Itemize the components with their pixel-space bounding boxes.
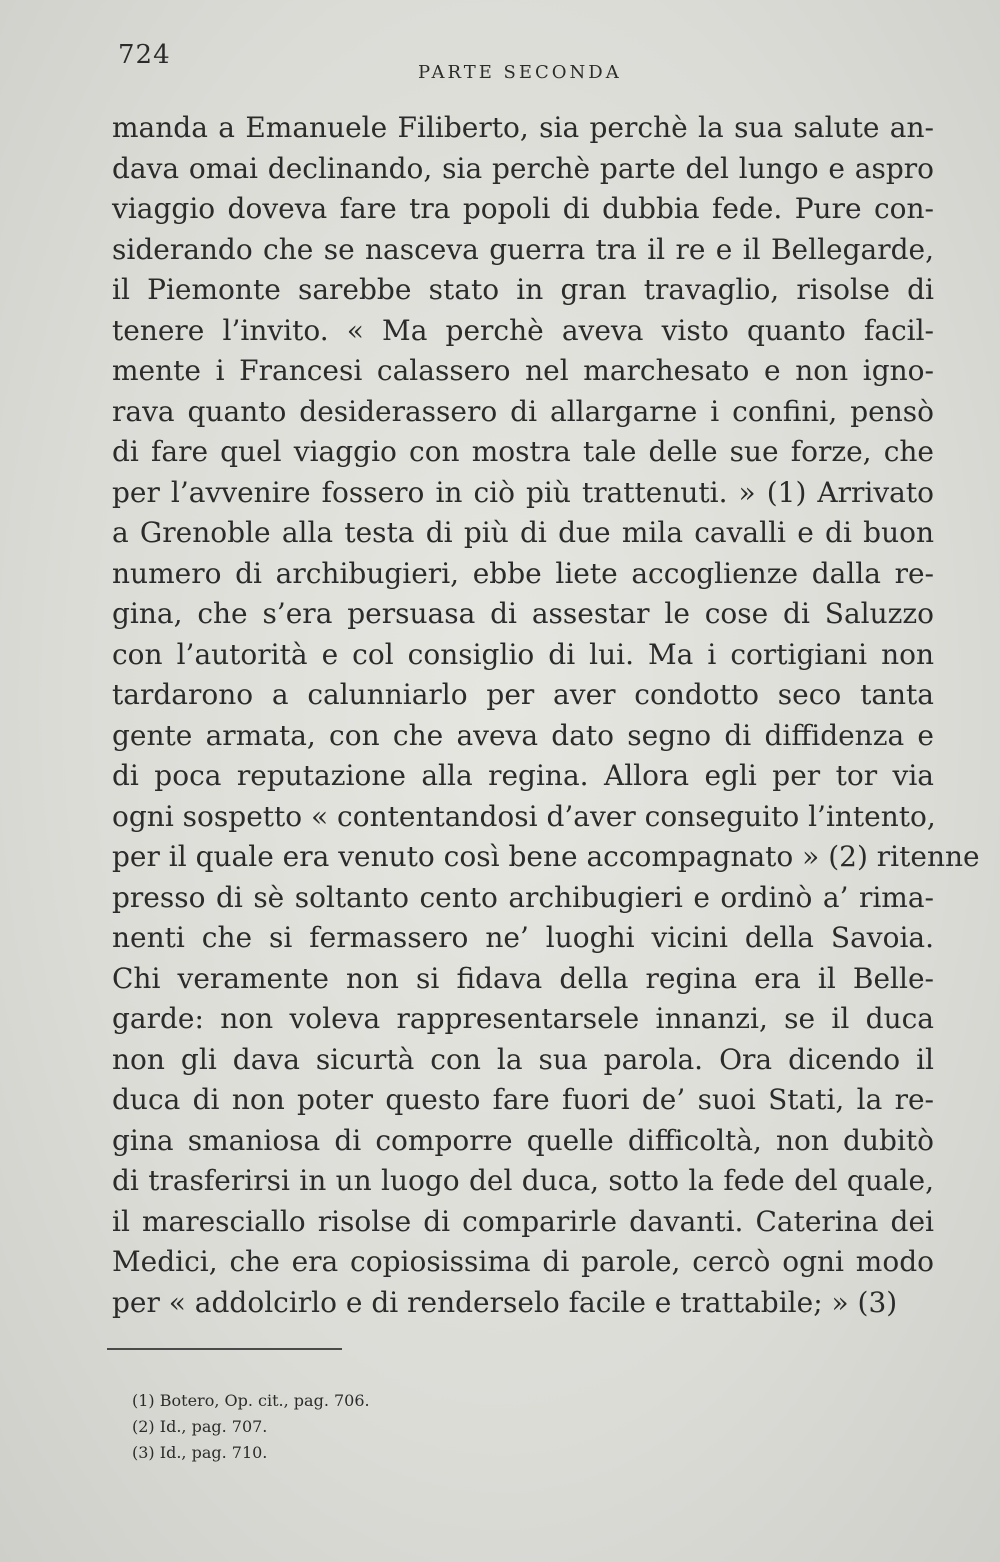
text-line: di fare quel viaggio con mostra tale delle sue forze, che (112, 435, 934, 468)
footnote-2: (2) Id., pag. 707. (132, 1417, 268, 1436)
text-line: rava quanto desiderassero di allargarne i confini, pensò (112, 394, 934, 428)
text-line: gina smaniosa di comporre quelle difficoltà, non dubitò (112, 1123, 934, 1157)
footnote-3: (3) Id., pag. 710. (132, 1443, 268, 1462)
text-line: di trasferirsi in un luogo del duca, sotto la fede del quale, (112, 1164, 934, 1197)
text-line: viaggio doveva fare tra popoli di dubbia fede. Pure con- (112, 192, 934, 225)
text-line: ogni sospetto « contentandosi d’aver conseguito l’intento, (112, 799, 936, 833)
running-head: PARTE SECONDA (418, 62, 622, 83)
text-line: numero di archibugieri, ebbe liete accoglienze dalla re- (112, 556, 934, 590)
text-line: il maresciallo risolse di comparirle davanti. Caterina dei (112, 1204, 934, 1238)
text-line: garde: non voleva rappresentarsele innanzi, se il duca (112, 1002, 934, 1035)
text-line: per « addolcirlo e di renderselo facile e trattabile; » (3) (112, 1285, 898, 1319)
text-line: siderando che se nasceva guerra tra il re e il Bellegarde, (112, 232, 934, 266)
text-line: gente armata, con che aveva dato segno di diffidenza e (112, 718, 934, 752)
text-line: gina, che s’era persuasa di assestar le cose di Saluzzo (112, 597, 934, 630)
text-line: duca di non poter questo fare fuori de’ suoi Stati, la re- (112, 1083, 934, 1116)
text-line: presso di sè soltanto cento archibugieri e ordinò a’ rima- (112, 880, 934, 914)
text-line: il Piemonte sarebbe stato in gran travaglio, risolse di (112, 273, 934, 306)
text-line: non gli dava sicurtà con la sua parola. Ora dicendo il (112, 1042, 934, 1076)
text-line: nenti che si fermassero ne’ luoghi vicini della Savoia. (112, 921, 934, 954)
text-line: manda a Emanuele Filiberto, sia perchè la sua salute an- (112, 111, 934, 144)
footnote-divider (107, 1348, 342, 1350)
text-line: di poca reputazione alla regina. Allora egli per tor via (112, 759, 934, 792)
text-line: con l’autorità e col consiglio di lui. Ma i cortigiani non (112, 637, 934, 671)
text-line: tardarono a calunniarlo per aver condotto seco tanta (112, 678, 934, 711)
body-text (112, 108, 980, 1323)
page-number: 724 (118, 40, 171, 70)
text-line: a Grenoble alla testa di più di due mila cavalli e di buon (112, 516, 934, 549)
footnote-1: (1) Botero, Op. cit., pag. 706. (132, 1391, 370, 1410)
text-line: mente i Francesi calassero nel marchesato e non igno- (112, 354, 934, 387)
text-line: Medici, che era copiosissima di parole, cercò ogni modo (112, 1245, 934, 1278)
page-header (118, 40, 920, 90)
text-line: per l’avvenire fossero in ciò più trattenuti. » (1) Arrivato (112, 475, 934, 509)
text-line: tenere l’invito. « Ma perchè aveva visto quanto facil- (112, 313, 934, 347)
text-line: per il quale era venuto così bene accompagnato » (2) ritenne (112, 840, 980, 873)
footnotes (132, 1388, 632, 1466)
text-line: dava omai declinando, sia perchè parte del lungo e aspro (112, 151, 934, 185)
text-line: Chi veramente non si fidava della regina era il Belle- (112, 961, 934, 995)
